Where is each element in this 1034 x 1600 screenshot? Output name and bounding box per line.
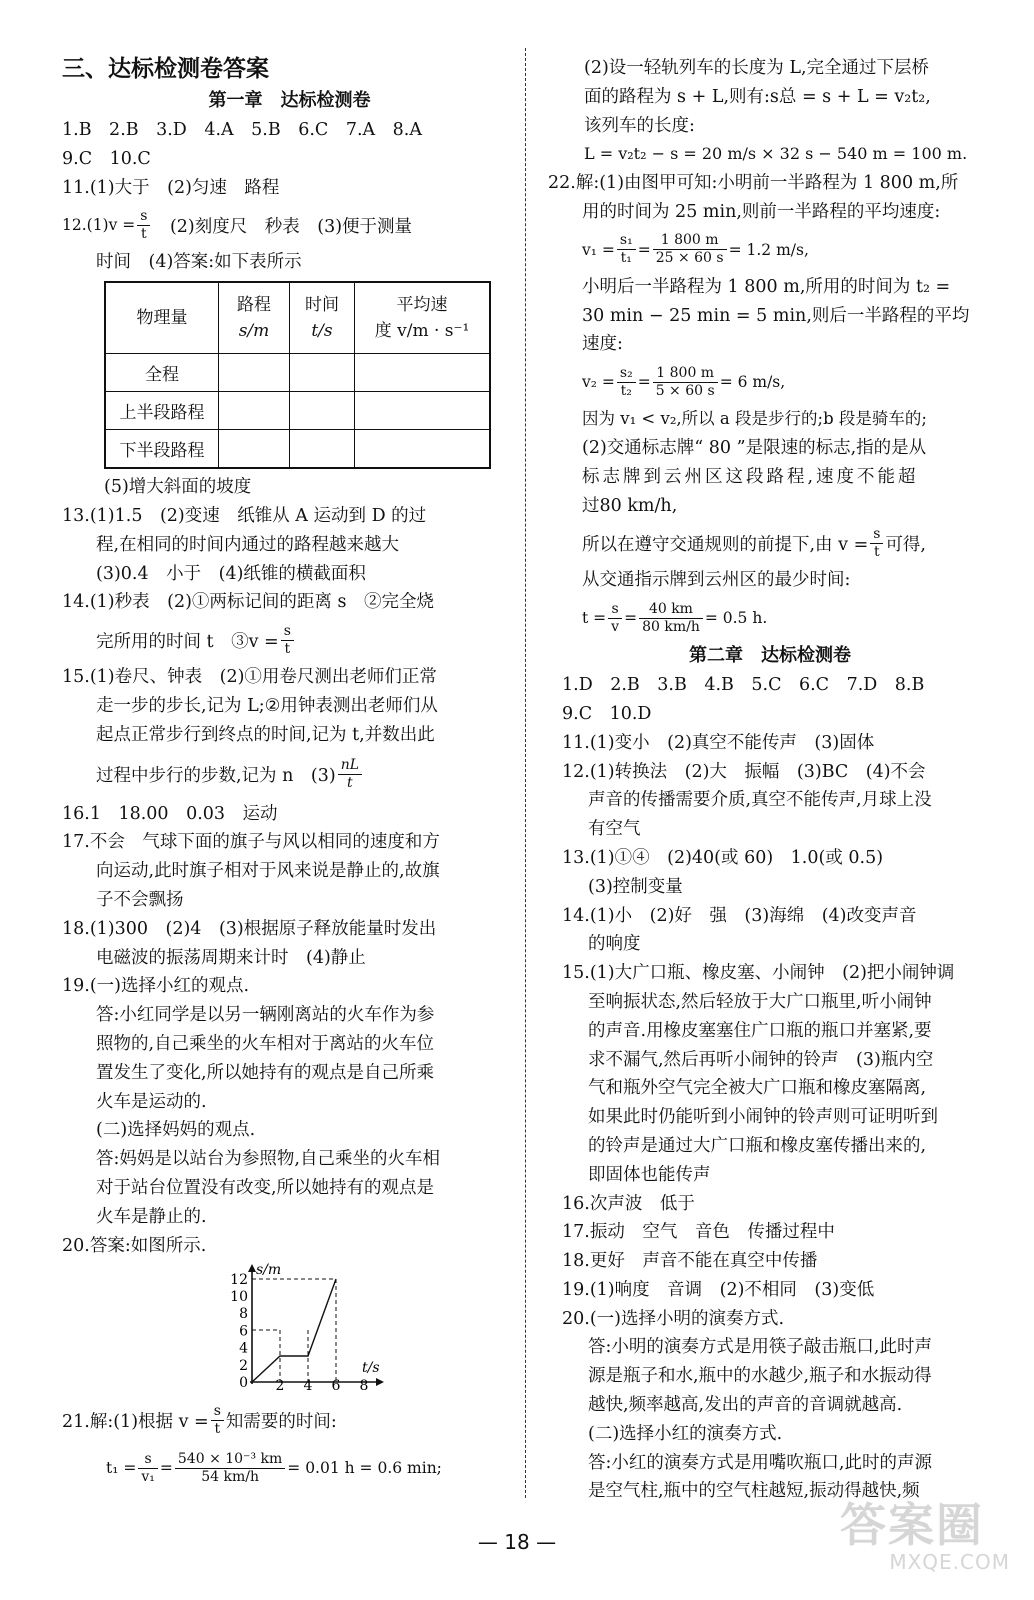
q21-equation: t₁ = $\frac{s}{\text{v₁}}$ = $\frac{\text{540 × 10⁻³ km}}{54 km/h}$ = 0.01 h = 0.6 min;	[106, 1450, 442, 1485]
equation-v1: v₁ = $\frac{\text{s₁}}{\text{t₁}}$ = $\frac{1 800 m}{25 \times 60 s}$ = 1.2 m/s,	[582, 232, 809, 267]
y-tick-label: 2	[239, 1358, 248, 1375]
answer-line: 置发生了变化,所以她持有的观点是自己所乘	[96, 1062, 435, 1083]
answer-line: 至响振状态,然后轻放于大广口瓶里,听小闹钟	[588, 991, 932, 1012]
x-tick-label: 6	[331, 1378, 341, 1393]
answer-line: 30 min − 25 min = 5 min,则后一半路程的平均	[582, 305, 970, 326]
answer-line: (3)控制变量	[588, 876, 683, 897]
table-header: 物理量	[105, 282, 219, 354]
table-header: 路程 s/m	[219, 282, 290, 354]
answer-line: 标志牌到云州区这段路程,速度不能超	[582, 466, 919, 487]
answer-line: 20.答案:如图所示.	[62, 1235, 207, 1256]
answer-line: 用的时间为 25 min,则前一半路程的平均速度:	[582, 201, 941, 222]
answer-line: 程,在相同的时间内通过的路程越来越大	[96, 534, 400, 555]
answer-line: 小明后一半路程为 1 800 m,所用的时间为 t₂ =	[582, 276, 951, 297]
q12-line: 12.(1)v = $\frac{s}{t}$ (2)刻度尺 秒表 (3)便于测量	[62, 207, 413, 242]
fraction: $\frac{\text{s₁}}{\text{t₁}}$	[617, 232, 636, 267]
y-axis-label: s/m	[256, 1262, 282, 1279]
watermark-url: MXQE.COM	[889, 1550, 1010, 1574]
answer-line: (3)0.4 小于 (4)纸锥的横截面积	[96, 563, 366, 584]
answer-line: 如果此时仍能听到小闹钟的铃声则可证明听到	[588, 1107, 938, 1128]
answer-line: 14.(1)秒表 (2)①两标记间的距离 s ②完全烧	[62, 592, 434, 613]
fraction: $\frac{s}{v}$	[608, 601, 622, 636]
y-axis-arrow	[248, 1264, 256, 1272]
x-tick-label: 8	[359, 1378, 369, 1393]
answer-line: 17.振动 空气 音色 传播过程中	[562, 1222, 835, 1243]
table-row-label: 上半段路程	[105, 392, 219, 430]
y-tick-label: 0	[239, 1375, 248, 1392]
chapter2-title: 第二章 达标检测卷	[689, 645, 851, 667]
answer-line: 走一步的步长,记为 L;②用钟表测出老师们从	[96, 695, 438, 716]
table-header: 平均速 度 v/m · s⁻¹	[355, 282, 491, 354]
answer-line: 13.(1)1.5 (2)变速 纸锥从 A 运动到 D 的过	[62, 505, 427, 526]
right-column	[548, 54, 992, 1506]
answer-line: 20.(一)选择小明的演奏方式.	[562, 1308, 785, 1329]
answer-line: (5)增大斜面的坡度	[104, 477, 252, 498]
x-axis-arrow	[376, 1378, 384, 1386]
answer-line: 9.C 10.C	[62, 148, 151, 169]
answer-line: 11.(1)大于 (2)匀速 路程	[62, 177, 280, 198]
answer-line: 9.C 10.D	[562, 703, 652, 724]
answer-line: 22.解:(1)由图甲可知:小明前一半路程为 1 800 m,所	[548, 173, 959, 194]
answer-line: 向运动,此时旗子相对于风来说是静止的,故旗	[96, 861, 440, 882]
equation-v2: v₂ = $\frac{\text{s₂}}{\text{t₂}}$ = $\frac{1 800 m}{5 \times 60 s}$ = 6 m/s,	[582, 364, 786, 399]
answer-line: 电磁波的振荡周期来计时 (4)静止	[96, 947, 366, 968]
fraction: $\frac{1 800 m}{5 \times 60 s}$	[653, 365, 718, 400]
answer-line: 速度:	[582, 334, 623, 355]
x-tick-label: 4	[303, 1378, 313, 1393]
y-tick-label: 6	[239, 1323, 248, 1340]
answer-line: 子不会飘扬	[96, 889, 184, 910]
answer-line: 15.(1)卷尺、钟表 (2)①用卷尺测出老师们正常	[62, 667, 437, 688]
q22b-line: 所以在遵守交通规则的前提下,由 v = $\frac{s}{t}$ 可得,	[582, 525, 927, 560]
answer-line: 因为 v₁ < v₂,所以 a 段是步行的;b 段是骑车的;	[582, 409, 927, 429]
answer-line: 17.不会 气球下面的旗子与风以相同的速度和方	[62, 832, 440, 853]
answer-line: 该列车的长度:	[584, 115, 695, 136]
answer-line: 是空气柱,瓶中的空气柱越短,振动得越快,频	[588, 1481, 920, 1502]
q14-line: 完所用的时间 t ③v = $\frac{s}{t}$	[62, 617, 517, 663]
answer-line: 从交通指示牌到云州区的最少时间:	[582, 570, 851, 591]
answer-line: L = v₂t₂ − s = 20 m/s × 32 s − 540 m = 100 m.	[584, 144, 968, 164]
answer-line: 有空气	[588, 819, 641, 840]
fraction: $\frac{s}{t}$	[870, 526, 883, 561]
answer-line: (2)交通标志牌“ 80 ”是限速的标志,指的是从	[582, 437, 927, 458]
watermark-logo-text: 答案圈	[840, 1498, 984, 1552]
answer-line: 13.(1)①④ (2)40(或 60) 1.0(或 0.5)	[562, 847, 884, 868]
answer-line: 火车是运动的.	[96, 1091, 207, 1112]
answer-line: 火车是静止的.	[96, 1206, 207, 1227]
answer-line: 16.1 18.00 0.03 运动	[62, 803, 278, 824]
answer-line: 12.(1)转换法 (2)大 振幅 (3)BC (4)不会	[562, 761, 926, 782]
s-t-graph	[212, 1262, 392, 1392]
answer-line: 源是瓶子和水,瓶中的水越少,瓶子和水振动得	[588, 1366, 932, 1387]
section-title: 三、达标检测卷答案	[62, 56, 269, 82]
answer-line: 气和瓶外空气完全被大广口瓶和橡皮塞隔离,	[588, 1078, 927, 1099]
answer-line: 过80 km/h,	[582, 495, 678, 516]
data-table	[104, 281, 491, 469]
answer-line: 的声音.用橡皮塞塞住广口瓶的瓶口并塞紧,要	[588, 1020, 932, 1041]
answer-line: 答:妈妈是以站台为参照物,自己乘坐的火车相	[96, 1149, 440, 1170]
q15-line: 过程中步行的步数,记为 n (3) $\frac{nL}{t}$	[62, 750, 517, 800]
answer-line: (二)选择小红的演奏方式.	[588, 1423, 783, 1444]
answer-line: 求不漏气,然后再听小闹钟的铃声 (3)瓶内空	[588, 1049, 934, 1070]
chapter1-title: 第一章 达标检测卷	[208, 90, 371, 111]
answer-line: 1.D 2.B 3.B 4.B 5.C 6.C 7.D 8.B	[562, 675, 925, 696]
table-row-label: 全程	[105, 354, 219, 392]
left-column	[62, 52, 517, 1493]
answer-line: 15.(1)大广口瓶、橡皮塞、小闹钟 (2)把小闹钟调	[562, 963, 955, 984]
x-tick-label: 2	[275, 1378, 285, 1393]
answer-line: 的响度	[588, 934, 641, 955]
answer-line: 答:小明的演奏方式是用筷子敲击瓶口,此时声	[588, 1337, 932, 1358]
answer-line: 答:小红同学是以另一辆刚离站的火车作为参	[96, 1005, 435, 1026]
answer-line: 面的路程为 s + L,则有:s总 = s + L = v₂t₂,	[584, 86, 931, 107]
page-number: — 18 —	[477, 1530, 557, 1554]
fraction: $\frac{s}{t}$	[137, 208, 150, 243]
y-tick-label: 12	[230, 1272, 248, 1289]
answer-line: 1.B 2.B 3.D 4.A 5.B 6.C 7.A 8.A	[62, 120, 422, 140]
fraction: $\frac{s}{t}$	[211, 1403, 224, 1438]
answer-line: 起点正常步行到终点的时间,记为 t,并数出此	[96, 724, 435, 745]
answer-line: (二)选择妈妈的观点.	[96, 1120, 256, 1141]
y-tick-label: 8	[239, 1306, 248, 1323]
fraction: $\frac{nL}{t}$	[338, 757, 362, 792]
watermark	[840, 1500, 1010, 1590]
fraction: $\frac{1 800 m}{25 \times 60 s}$	[653, 232, 727, 267]
answer-line: 14.(1)小 (2)好 强 (3)海绵 (4)改变声音	[562, 905, 917, 926]
fraction: $\frac{s}{t}$	[281, 623, 294, 658]
answer-line: 19.(一)选择小红的观点.	[62, 976, 250, 997]
fraction: $\frac{\text{540 × 10⁻³ km}}{54 km/h}$	[175, 1451, 285, 1486]
fraction: $\frac{\text{s₂}}{\text{t₂}}$	[617, 365, 636, 400]
answer-line: 18.更好 声音不能在真空中传播	[562, 1251, 818, 1272]
graph-line	[252, 1279, 336, 1382]
answer-line: 16.次声波 低于	[562, 1193, 695, 1214]
answer-line: 答:小红的演奏方式是用嘴吹瓶口,此时的声源	[588, 1452, 932, 1473]
table-header: 时间 t/s	[290, 282, 355, 354]
column-divider	[525, 48, 526, 1498]
y-tick-label: 10	[230, 1289, 248, 1306]
answer-line: 11.(1)变小 (2)真空不能传声 (3)固体	[562, 732, 875, 753]
answer-line: 越快,频率越高,发出的声音的音调就越高.	[588, 1395, 903, 1416]
answer-line: 时间 (4)答案:如下表所示	[96, 252, 302, 273]
equation-t: t = $\frac{s}{v}$ = $\frac{40 km}{80 km/h}$ = 0.5 h.	[582, 600, 768, 635]
y-tick-label: 4	[239, 1340, 248, 1357]
answer-line: 对于站台位置没有改变,所以她持有的观点是	[96, 1177, 435, 1198]
answer-line: 声音的传播需要介质,真空不能传声,月球上没	[588, 790, 932, 811]
q21-line: 21.解:(1)根据 v = $\frac{s}{t}$ 知需要的时间:	[62, 1402, 337, 1437]
x-axis-label: t/s	[362, 1360, 380, 1377]
answer-line: (2)设一轻轨列车的长度为 L,完全通过下层桥	[584, 58, 930, 78]
answer-line: 19.(1)响度 音调 (2)不相同 (3)变低	[562, 1279, 875, 1300]
answer-line: 照物的,自己乘坐的火车相对于离站的火车位	[96, 1033, 435, 1054]
answer-line: 即固体也能传声	[588, 1164, 711, 1185]
answer-line: 18.(1)300 (2)4 (3)根据原子释放能量时发出	[62, 918, 437, 939]
fraction: $\frac{40 km}{80 km/h}$	[639, 601, 703, 636]
table-row-label: 下半段路程	[105, 430, 219, 469]
fraction: $\frac{s}{\text{v₁}}$	[138, 1451, 158, 1486]
answer-line: 的铃声是通过大广口瓶和橡皮塞传播出来的,	[588, 1135, 927, 1156]
